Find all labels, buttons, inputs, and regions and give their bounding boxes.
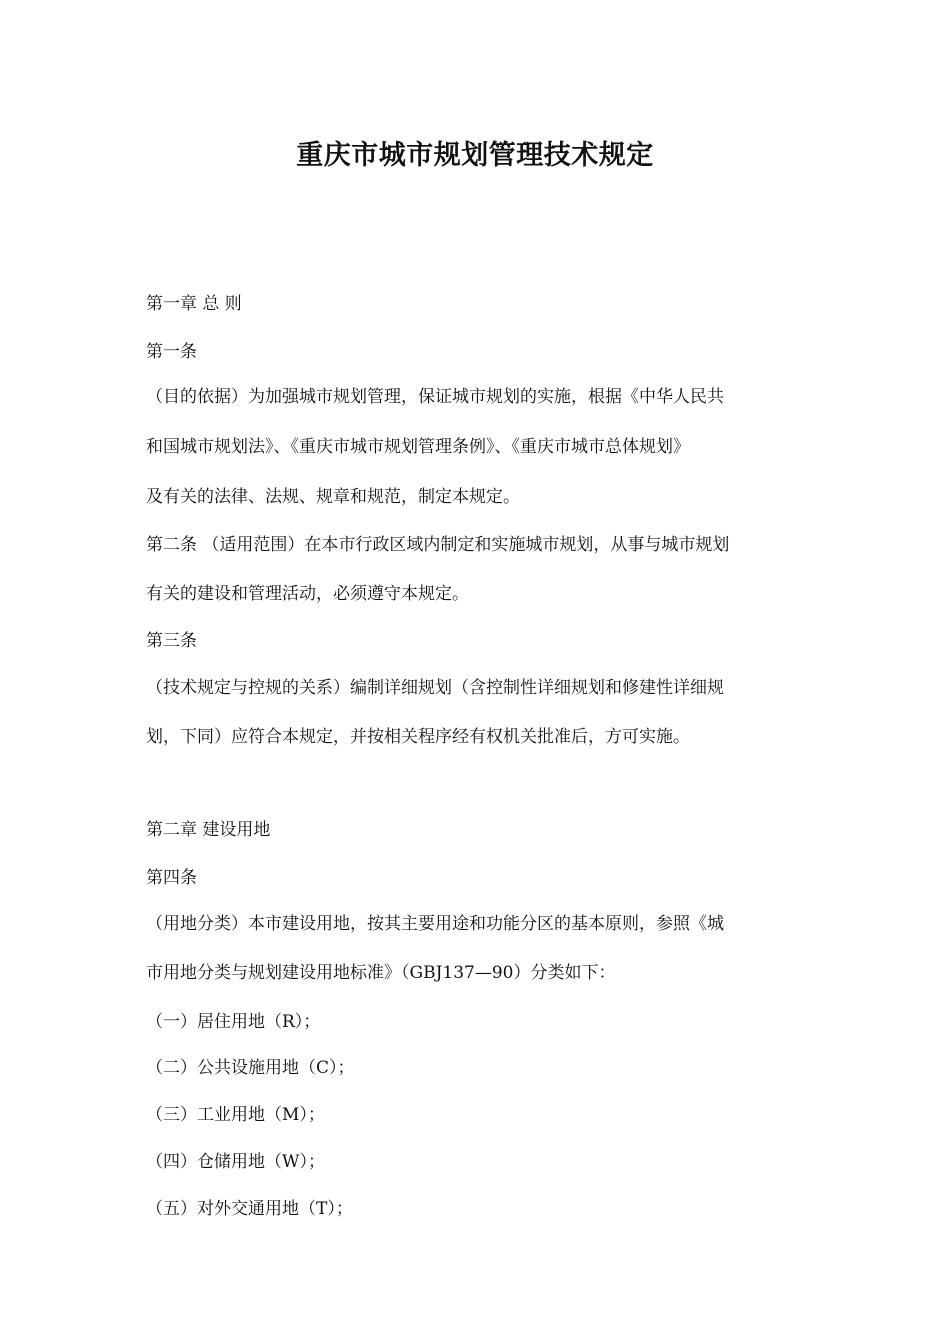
article-4-line-1: （用地分类）本市建设用地，按其主要用途和功能分区的基本原则，参照《城	[146, 914, 724, 934]
land-use-item-5: （五）对外交通用地（T）；	[146, 1199, 353, 1219]
article-1-line-1: （目的依据）为加强城市规划管理，保证城市规划的实施，根据《中华人民共	[146, 387, 724, 407]
chapter-heading-2: 第二章 建设用地	[146, 820, 271, 840]
land-use-item-2: （二）公共设施用地（C）；	[146, 1058, 355, 1078]
land-use-item-4: （四）仓储用地（W）；	[146, 1152, 325, 1172]
land-use-item-1: （一）居住用地（R）；	[146, 1012, 321, 1032]
article-heading-1: 第一条	[146, 342, 197, 362]
article-heading-4: 第四条	[146, 868, 197, 888]
article-1-line-3: 及有关的法律、法规、规章和规范，制定本规定。	[146, 487, 520, 507]
document-title: 重庆市城市规划管理技术规定	[296, 140, 654, 171]
article-1-line-2: 和国城市规划法》、《重庆市城市规划管理条例》、《重庆市城市总体规划》	[146, 437, 690, 457]
article-heading-3: 第三条	[146, 631, 197, 651]
article-2-line-1: 第二条 （适用范围）在本市行政区域内制定和实施城市规划，从事与城市规划	[146, 535, 730, 555]
article-2-line-2: 有关的建设和管理活动，必须遵守本规定。	[146, 584, 469, 604]
article-3-line-2: 划，下同）应符合本规定，并按相关程序经有权机关批准后，方可实施。	[146, 727, 690, 747]
article-4-line-2: 市用地分类与规划建设用地标准》（GBJ137—90）分类如下：	[146, 963, 616, 983]
article-3-line-1: （技术规定与控规的关系）编制详细规划（含控制性详细规划和修建性详细规	[146, 678, 724, 698]
land-use-item-3: （三）工业用地（M）；	[146, 1105, 325, 1125]
chapter-heading-1: 第一章 总 则	[146, 294, 242, 314]
